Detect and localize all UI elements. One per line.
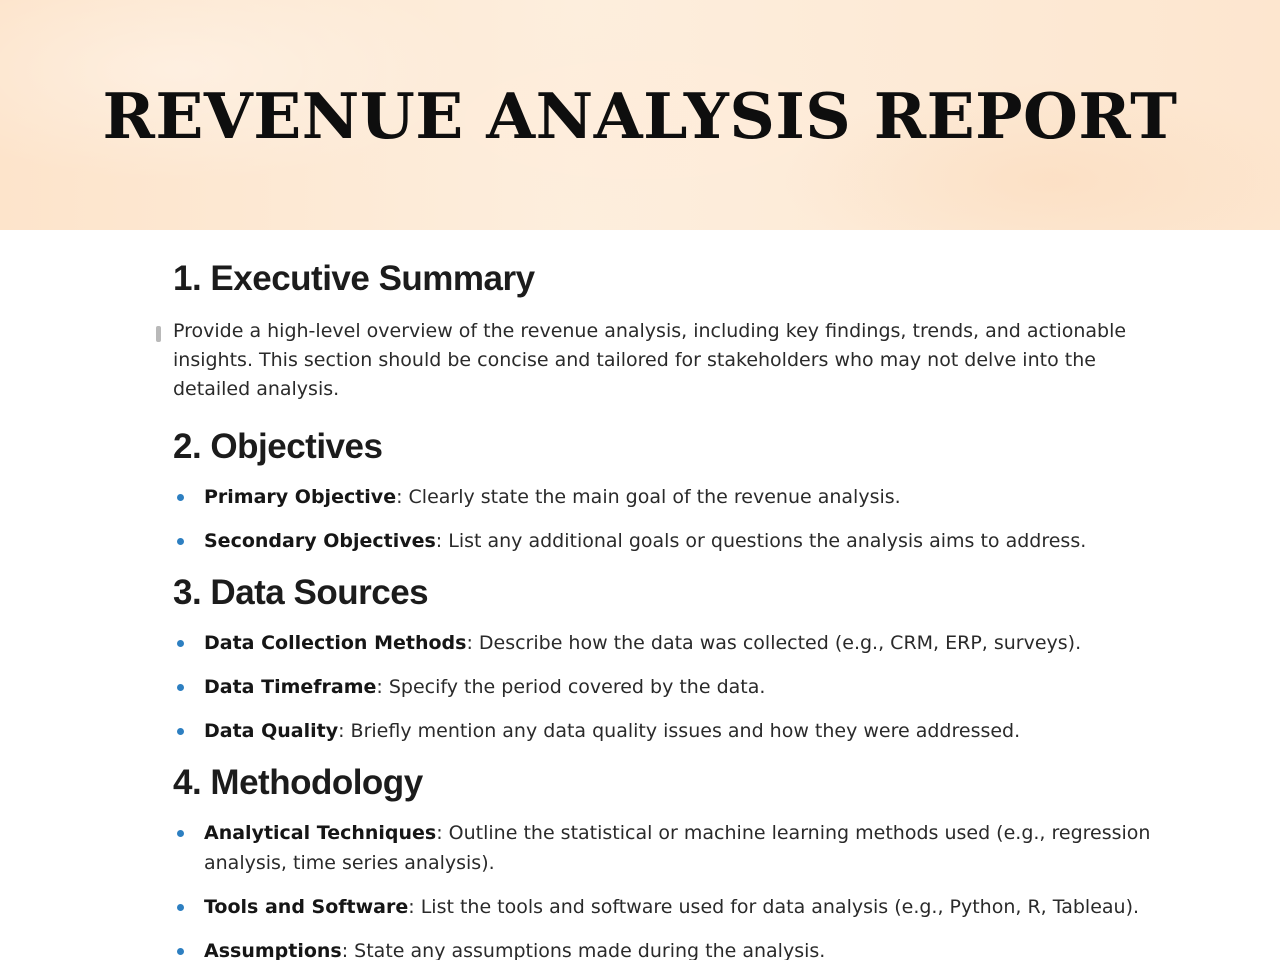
- list-item-term: Data Timeframe: [204, 676, 377, 698]
- list-item: [173, 628, 1153, 658]
- section-heading: 2. Objectives: [173, 427, 383, 466]
- list-item-text: : List any additional goals or questions the analysis aims to address.: [435, 530, 1087, 552]
- section-objectives: [173, 424, 1153, 556]
- list-item-text: : Describe how the data was collected (e.g., CRM, ERP, surveys).: [466, 632, 1082, 654]
- list-item-text: : State any assumptions made during the analysis.: [341, 940, 826, 960]
- bullet-list: [173, 818, 1153, 960]
- list-item: [173, 892, 1153, 922]
- list-item: [173, 936, 1153, 960]
- section-methodology: [173, 760, 1153, 960]
- list-item: [173, 818, 1153, 878]
- list-item-term: Data Quality: [204, 720, 339, 742]
- list-item-term: Analytical Techniques: [204, 822, 437, 844]
- section-heading: 4. Methodology: [173, 763, 423, 802]
- list-item: [173, 716, 1153, 746]
- list-item-term: Secondary Objectives: [204, 530, 436, 552]
- list-item-term: Primary Objective: [204, 486, 397, 508]
- document-body: [173, 256, 1153, 960]
- bullet-list: [173, 482, 1153, 556]
- list-item-term: Assumptions: [204, 940, 342, 960]
- section-data-sources: [173, 570, 1153, 746]
- list-item-text: : Briefly mention any data quality issues and how they were addressed.: [338, 720, 1021, 742]
- list-item-term: Tools and Software: [204, 896, 409, 918]
- header-banner: [0, 0, 1280, 230]
- list-item-text: : Outline the statistical or machine learning methods used (e.g., regression analysis, time series analysis).: [204, 822, 1151, 874]
- list-item-text: : Specify the period covered by the data.: [376, 676, 766, 698]
- list-item: [173, 526, 1153, 556]
- section-paragraph: Provide a high-level overview of the revenue analysis, including key findings, trends, and actionable insights. This section should be concise and tailored for stakeholders who may not delve into the detailed analysis.: [173, 320, 1127, 400]
- page-title: REVENUE ANALYSIS REPORT: [102, 79, 1178, 153]
- list-item: [173, 672, 1153, 702]
- list-item-text: : List the tools and software used for data analysis (e.g., Python, R, Tableau).: [408, 896, 1140, 918]
- bullet-list: [173, 628, 1153, 746]
- section-heading: 1. Executive Summary: [173, 259, 535, 298]
- section-heading: 3. Data Sources: [173, 573, 429, 612]
- block-drag-handle-icon[interactable]: [156, 326, 161, 342]
- list-item: [173, 482, 1153, 512]
- section-executive-summary: [173, 256, 1153, 404]
- list-item-term: Data Collection Methods: [204, 632, 467, 654]
- list-item-text: : Clearly state the main goal of the revenue analysis.: [396, 486, 901, 508]
